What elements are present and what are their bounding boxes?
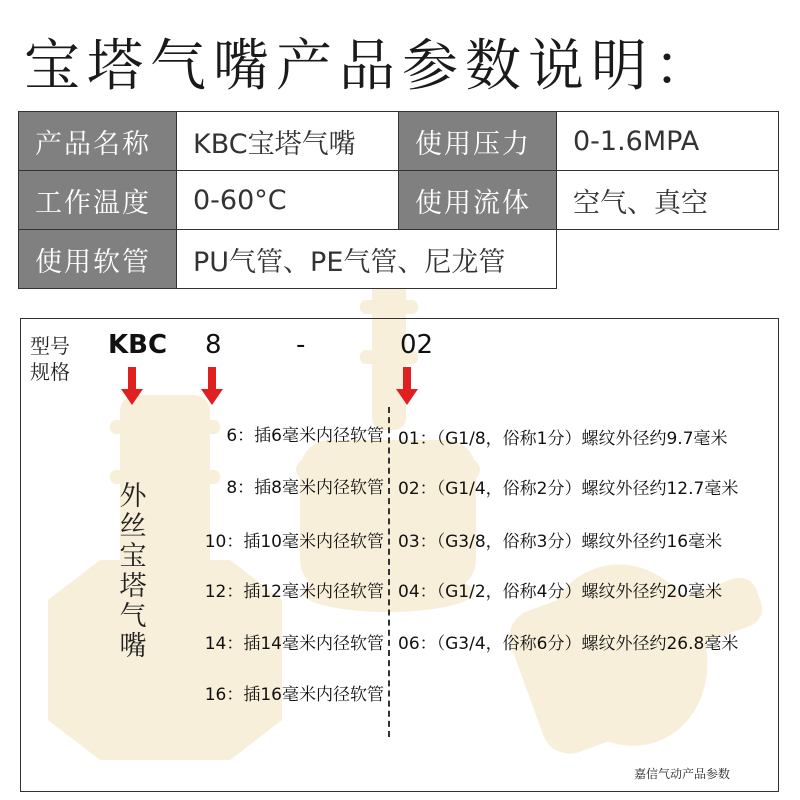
spec-row [19,230,779,289]
thread-row: 03：（G3/8，俗称3分）螺纹外径约16毫米 [398,532,723,552]
vertical-char: 外 [119,481,147,512]
size-row: 10：插10毫米内径软管 [204,532,384,552]
model-code-size: 8 [205,330,222,360]
model-label-line1: 型号 [30,334,70,358]
spec-key-hose: 使用软管 [19,230,177,289]
model-code-series: KBC [108,330,168,360]
spec-value-pressure: 0-1.6MPA [557,112,779,171]
size-row: 16：插16毫米内径软管 [204,685,384,705]
divider-dashed [388,407,390,737]
down-arrow-icon [396,367,418,405]
spec-table [18,111,779,289]
thread-row: 04：（G1/2，俗称4分）螺纹外径约20毫米 [398,582,723,602]
spec-key-fluid: 使用流体 [399,171,557,230]
model-label-line2: 规格 [30,360,70,384]
vertical-char: 嘴 [119,631,147,662]
model-code-thread: 02 [400,330,434,360]
spec-key-temperature: 工作温度 [19,171,177,230]
spec-row [19,112,779,171]
size-row: 12：插12毫米内径软管 [204,582,384,602]
page-title: 宝塔气嘴产品参数说明： [24,34,717,99]
spec-value-product-name: KBC宝塔气嘴 [177,112,399,171]
thread-row: 01：（G1/8，俗称1分）螺纹外径约9.7毫米 [398,429,728,449]
spec-value-fluid: 空气、真空 [557,171,779,230]
vertical-char: 气 [119,601,147,632]
footer-caption: 嘉信气动产品参数 [633,767,730,781]
vertical-char: 宝 [119,541,147,572]
spec-row [19,171,779,230]
thread-row: 02：（G1/4，俗称2分）螺纹外径约12.7毫米 [398,479,739,499]
model-code-dash: - [296,330,306,360]
spec-value-hose: PU气管、PE气管、尼龙管 [177,230,557,289]
spec-key-pressure: 使用压力 [399,112,557,171]
size-row: 8：插8毫米内径软管 [226,478,384,498]
vertical-char: 丝 [119,511,147,542]
down-arrow-icon [201,367,223,405]
thread-row: 06：（G3/4，俗称6分）螺纹外径约26.8毫米 [398,634,739,654]
down-arrow-icon [121,367,143,405]
vertical-char: 塔 [119,571,147,602]
spec-value-temperature: 0-60°C [177,171,399,230]
spec-key-product-name: 产品名称 [19,112,177,171]
spec-empty-cell [557,230,779,289]
size-row: 6：插6毫米内径软管 [226,426,384,446]
size-row: 14：插14毫米内径软管 [204,634,384,654]
